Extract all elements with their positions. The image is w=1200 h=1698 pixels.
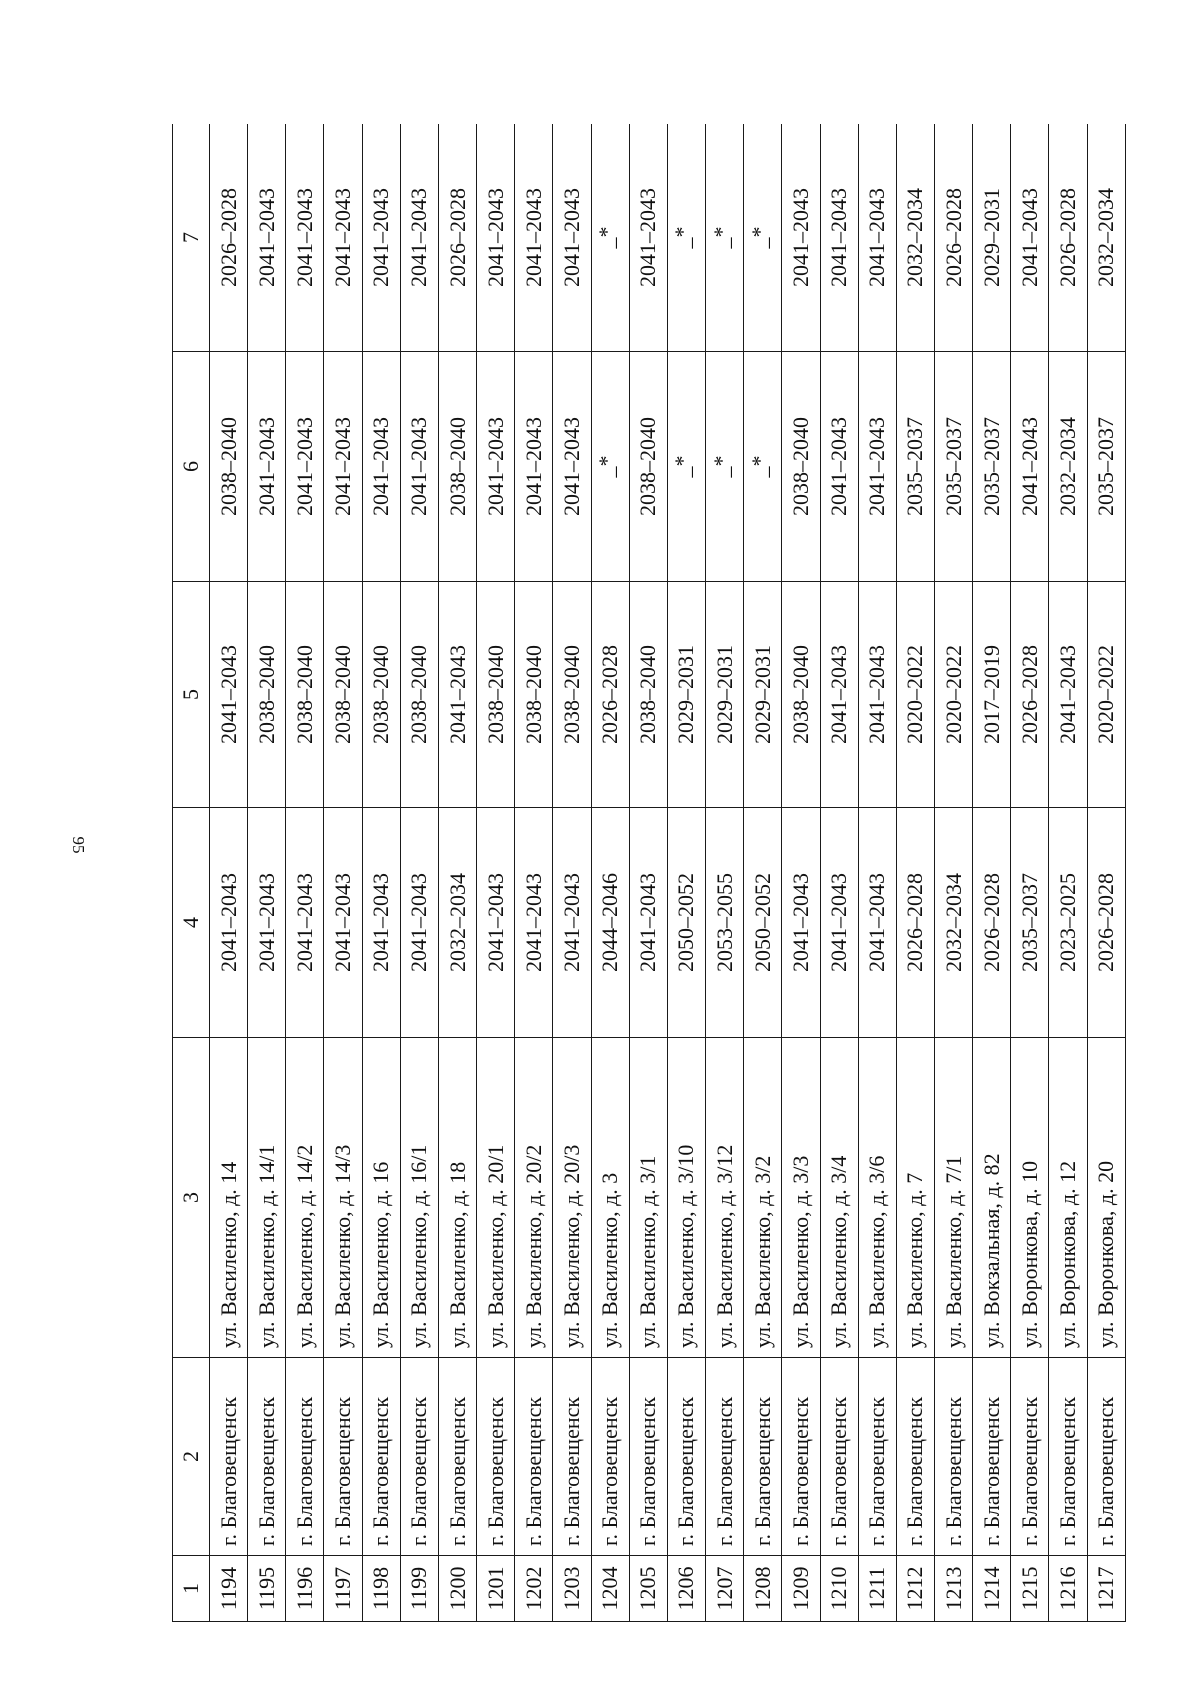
schedule-table xyxy=(172,124,1126,1622)
row-number: 1217 xyxy=(1087,1556,1125,1622)
period-cell: 2041–2043 xyxy=(629,124,667,352)
city-cell: г. Благовещенск xyxy=(744,1358,782,1556)
period-cell: 2038–2040 xyxy=(782,352,820,582)
period-cell: 2053–2055 xyxy=(706,808,744,1038)
period-cell: 2041–2043 xyxy=(438,582,476,808)
period-cell xyxy=(591,124,629,352)
city-cell: г. Благовещенск xyxy=(362,1358,400,1556)
address-cell: ул. Василенко, д. 3/3 xyxy=(782,1038,820,1358)
not-applicable-mark: _* xyxy=(670,455,696,478)
city-cell: г. Благовещенск xyxy=(400,1358,438,1556)
table-row xyxy=(934,124,972,1622)
period-cell xyxy=(667,124,705,352)
period-cell: 2020–2022 xyxy=(896,582,934,808)
table-row xyxy=(629,124,667,1622)
row-number: 1204 xyxy=(591,1556,629,1622)
period-cell: 2026–2028 xyxy=(934,124,972,352)
city-cell: г. Благовещенск xyxy=(706,1358,744,1556)
period-cell: 2026–2028 xyxy=(1011,582,1049,808)
not-applicable-mark: _* xyxy=(594,455,620,478)
period-cell: 2026–2028 xyxy=(1049,124,1087,352)
not-applicable-mark: _* xyxy=(594,226,620,249)
period-cell xyxy=(667,352,705,582)
city-cell: г. Благовещенск xyxy=(858,1358,896,1556)
row-number: 1199 xyxy=(400,1556,438,1622)
period-cell: 2041–2043 xyxy=(248,808,286,1038)
row-number: 1216 xyxy=(1049,1556,1087,1622)
period-cell: 2026–2028 xyxy=(438,124,476,352)
row-number: 1211 xyxy=(858,1556,896,1622)
period-cell xyxy=(744,352,782,582)
period-cell: 2035–2037 xyxy=(1087,352,1125,582)
period-cell: 2041–2043 xyxy=(820,582,858,808)
period-cell: 2032–2034 xyxy=(1049,352,1087,582)
row-number: 1200 xyxy=(438,1556,476,1622)
address-cell: ул. Василенко, д. 3 xyxy=(591,1038,629,1358)
period-cell: 2029–2031 xyxy=(667,582,705,808)
table-row xyxy=(210,124,248,1622)
period-cell: 2041–2043 xyxy=(1011,352,1049,582)
period-cell: 2035–2037 xyxy=(973,352,1011,582)
period-cell: 2038–2040 xyxy=(553,582,591,808)
not-applicable-mark: _* xyxy=(708,455,734,478)
rotated-table-container xyxy=(172,124,1126,1622)
address-cell: ул. Василенко, д. 18 xyxy=(438,1038,476,1358)
period-cell: 2023–2025 xyxy=(1049,808,1087,1038)
header-row xyxy=(173,124,210,1622)
period-cell: 2041–2043 xyxy=(820,352,858,582)
period-cell: 2041–2043 xyxy=(477,352,515,582)
address-cell: ул. Василенко, д. 3/1 xyxy=(629,1038,667,1358)
not-applicable-mark: _* xyxy=(708,226,734,249)
period-cell: 2041–2043 xyxy=(515,124,553,352)
period-cell: 2041–2043 xyxy=(515,352,553,582)
period-cell: 2026–2028 xyxy=(973,808,1011,1038)
table-header xyxy=(173,124,210,1622)
period-cell: 2041–2043 xyxy=(553,124,591,352)
table-row xyxy=(324,124,362,1622)
city-cell: г. Благовещенск xyxy=(324,1358,362,1556)
table-body xyxy=(210,124,1126,1622)
address-cell: ул. Василенко, д. 3/2 xyxy=(744,1038,782,1358)
period-cell: 2041–2043 xyxy=(248,352,286,582)
period-cell: 2041–2043 xyxy=(477,808,515,1038)
address-cell: ул. Воронкова, д. 10 xyxy=(1011,1038,1049,1358)
table-row xyxy=(858,124,896,1622)
city-cell: г. Благовещенск xyxy=(973,1358,1011,1556)
period-cell: 2026–2028 xyxy=(591,582,629,808)
row-number: 1214 xyxy=(973,1556,1011,1622)
table-row xyxy=(477,124,515,1622)
period-cell: 2041–2043 xyxy=(820,124,858,352)
row-number: 1197 xyxy=(324,1556,362,1622)
address-cell: ул. Василенко, д. 16/1 xyxy=(400,1038,438,1358)
row-number: 1207 xyxy=(706,1556,744,1622)
period-cell: 2026–2028 xyxy=(1087,808,1125,1038)
table-row xyxy=(782,124,820,1622)
row-number: 1196 xyxy=(286,1556,324,1622)
period-cell: 2041–2043 xyxy=(286,124,324,352)
row-number: 1209 xyxy=(782,1556,820,1622)
address-cell: ул. Василенко, д. 3/4 xyxy=(820,1038,858,1358)
period-cell: 2038–2040 xyxy=(438,352,476,582)
table-row xyxy=(667,124,705,1622)
period-cell xyxy=(744,124,782,352)
table-row xyxy=(896,124,934,1622)
row-number: 1202 xyxy=(515,1556,553,1622)
period-cell: 2029–2031 xyxy=(744,582,782,808)
address-cell: ул. Василенко, д. 3/12 xyxy=(706,1038,744,1358)
address-cell: ул. Василенко, д. 14 xyxy=(210,1038,248,1358)
city-cell: г. Благовещенск xyxy=(1011,1358,1049,1556)
period-cell: 2017–2019 xyxy=(973,582,1011,808)
period-cell: 2041–2043 xyxy=(1011,124,1049,352)
city-cell: г. Благовещенск xyxy=(782,1358,820,1556)
table-row xyxy=(400,124,438,1622)
address-cell: ул. Василенко, д. 3/10 xyxy=(667,1038,705,1358)
row-number: 1206 xyxy=(667,1556,705,1622)
period-cell: 2029–2031 xyxy=(973,124,1011,352)
period-cell: 2038–2040 xyxy=(515,582,553,808)
table-row xyxy=(362,124,400,1622)
period-cell: 2041–2043 xyxy=(782,124,820,352)
column-header: 5 xyxy=(173,582,210,808)
period-cell: 2041–2043 xyxy=(324,808,362,1038)
row-number: 1210 xyxy=(820,1556,858,1622)
table-row xyxy=(591,124,629,1622)
table-row xyxy=(744,124,782,1622)
city-cell: г. Благовещенск xyxy=(934,1358,972,1556)
period-cell: 2029–2031 xyxy=(706,582,744,808)
address-cell: ул. Василенко, д. 7/1 xyxy=(934,1038,972,1358)
period-cell xyxy=(591,352,629,582)
period-cell: 2038–2040 xyxy=(629,582,667,808)
address-cell: ул. Василенко, д. 16 xyxy=(362,1038,400,1358)
city-cell: г. Благовещенск xyxy=(515,1358,553,1556)
period-cell: 2038–2040 xyxy=(210,352,248,582)
period-cell: 2041–2043 xyxy=(858,124,896,352)
period-cell: 2041–2043 xyxy=(858,352,896,582)
period-cell: 2041–2043 xyxy=(629,808,667,1038)
period-cell xyxy=(706,352,744,582)
address-cell: ул. Василенко, д. 20/3 xyxy=(553,1038,591,1358)
period-cell: 2020–2022 xyxy=(1087,582,1125,808)
city-cell: г. Благовещенск xyxy=(438,1358,476,1556)
period-cell: 2041–2043 xyxy=(400,808,438,1038)
period-cell: 2041–2043 xyxy=(210,582,248,808)
period-cell: 2035–2037 xyxy=(896,352,934,582)
period-cell: 2038–2040 xyxy=(629,352,667,582)
period-cell: 2041–2043 xyxy=(400,352,438,582)
column-header: 1 xyxy=(173,1556,210,1622)
table-row xyxy=(1011,124,1049,1622)
period-cell: 2041–2043 xyxy=(782,808,820,1038)
period-cell: 2041–2043 xyxy=(553,352,591,582)
table-row xyxy=(973,124,1011,1622)
period-cell: 2050–2052 xyxy=(667,808,705,1038)
city-cell: г. Благовещенск xyxy=(820,1358,858,1556)
row-number: 1212 xyxy=(896,1556,934,1622)
period-cell: 2026–2028 xyxy=(210,124,248,352)
period-cell: 2041–2043 xyxy=(858,582,896,808)
period-cell: 2038–2040 xyxy=(362,582,400,808)
period-cell: 2041–2043 xyxy=(286,808,324,1038)
not-applicable-mark: _* xyxy=(746,455,772,478)
period-cell: 2041–2043 xyxy=(858,808,896,1038)
period-cell: 2026–2028 xyxy=(896,808,934,1038)
row-number: 1213 xyxy=(934,1556,972,1622)
period-cell: 2044–2046 xyxy=(591,808,629,1038)
column-header: 6 xyxy=(173,352,210,582)
period-cell: 2038–2040 xyxy=(400,582,438,808)
period-cell: 2041–2043 xyxy=(820,808,858,1038)
column-header: 3 xyxy=(173,1038,210,1358)
period-cell: 2041–2043 xyxy=(286,352,324,582)
period-cell: 2038–2040 xyxy=(782,582,820,808)
page-number: 95 xyxy=(69,836,88,854)
row-number: 1194 xyxy=(210,1556,248,1622)
period-cell: 2035–2037 xyxy=(1011,808,1049,1038)
address-cell: ул. Воронкова, д. 12 xyxy=(1049,1038,1087,1358)
row-number: 1205 xyxy=(629,1556,667,1622)
table-row xyxy=(286,124,324,1622)
column-header: 7 xyxy=(173,124,210,352)
period-cell xyxy=(706,124,744,352)
table-row xyxy=(438,124,476,1622)
city-cell: г. Благовещенск xyxy=(1049,1358,1087,1556)
period-cell: 2041–2043 xyxy=(515,808,553,1038)
table-row xyxy=(1087,124,1125,1622)
period-cell: 2032–2034 xyxy=(438,808,476,1038)
city-cell: г. Благовещенск xyxy=(629,1358,667,1556)
table-row xyxy=(1049,124,1087,1622)
city-cell: г. Благовещенск xyxy=(286,1358,324,1556)
city-cell: г. Благовещенск xyxy=(248,1358,286,1556)
period-cell: 2035–2037 xyxy=(934,352,972,582)
row-number: 1215 xyxy=(1011,1556,1049,1622)
period-cell: 2041–2043 xyxy=(362,352,400,582)
row-number: 1198 xyxy=(362,1556,400,1622)
row-number: 1195 xyxy=(248,1556,286,1622)
table-row xyxy=(553,124,591,1622)
period-cell: 2050–2052 xyxy=(744,808,782,1038)
city-cell: г. Благовещенск xyxy=(667,1358,705,1556)
address-cell: ул. Вокзальная, д. 82 xyxy=(973,1038,1011,1358)
period-cell: 2041–2043 xyxy=(1049,582,1087,808)
address-cell: ул. Василенко, д. 7 xyxy=(896,1038,934,1358)
column-header: 2 xyxy=(173,1358,210,1556)
column-header: 4 xyxy=(173,808,210,1038)
table-row xyxy=(248,124,286,1622)
table-row xyxy=(820,124,858,1622)
period-cell: 2038–2040 xyxy=(477,582,515,808)
period-cell: 2041–2043 xyxy=(362,808,400,1038)
period-cell: 2020–2022 xyxy=(934,582,972,808)
period-cell: 2032–2034 xyxy=(1087,124,1125,352)
address-cell: ул. Василенко, д. 3/6 xyxy=(858,1038,896,1358)
period-cell: 2041–2043 xyxy=(324,124,362,352)
address-cell: ул. Василенко, д. 14/2 xyxy=(286,1038,324,1358)
row-number: 1201 xyxy=(477,1556,515,1622)
period-cell: 2038–2040 xyxy=(248,582,286,808)
period-cell: 2041–2043 xyxy=(553,808,591,1038)
address-cell: ул. Василенко, д. 20/2 xyxy=(515,1038,553,1358)
period-cell: 2041–2043 xyxy=(362,124,400,352)
period-cell: 2041–2043 xyxy=(324,352,362,582)
period-cell: 2041–2043 xyxy=(477,124,515,352)
address-cell: ул. Василенко, д. 14/1 xyxy=(248,1038,286,1358)
address-cell: ул. Воронкова, д. 20 xyxy=(1087,1038,1125,1358)
city-cell: г. Благовещенск xyxy=(1087,1358,1125,1556)
not-applicable-mark: _* xyxy=(746,226,772,249)
not-applicable-mark: _* xyxy=(670,226,696,249)
city-cell: г. Благовещенск xyxy=(553,1358,591,1556)
city-cell: г. Благовещенск xyxy=(896,1358,934,1556)
address-cell: ул. Василенко, д. 14/3 xyxy=(324,1038,362,1358)
period-cell: 2041–2043 xyxy=(400,124,438,352)
row-number: 1203 xyxy=(553,1556,591,1622)
address-cell: ул. Василенко, д. 20/1 xyxy=(477,1038,515,1358)
table-row xyxy=(515,124,553,1622)
table-row xyxy=(706,124,744,1622)
period-cell: 2041–2043 xyxy=(210,808,248,1038)
period-cell: 2041–2043 xyxy=(248,124,286,352)
period-cell: 2038–2040 xyxy=(324,582,362,808)
city-cell: г. Благовещенск xyxy=(591,1358,629,1556)
row-number: 1208 xyxy=(744,1556,782,1622)
city-cell: г. Благовещенск xyxy=(477,1358,515,1556)
period-cell: 2038–2040 xyxy=(286,582,324,808)
period-cell: 2032–2034 xyxy=(934,808,972,1038)
period-cell: 2032–2034 xyxy=(896,124,934,352)
city-cell: г. Благовещенск xyxy=(210,1358,248,1556)
